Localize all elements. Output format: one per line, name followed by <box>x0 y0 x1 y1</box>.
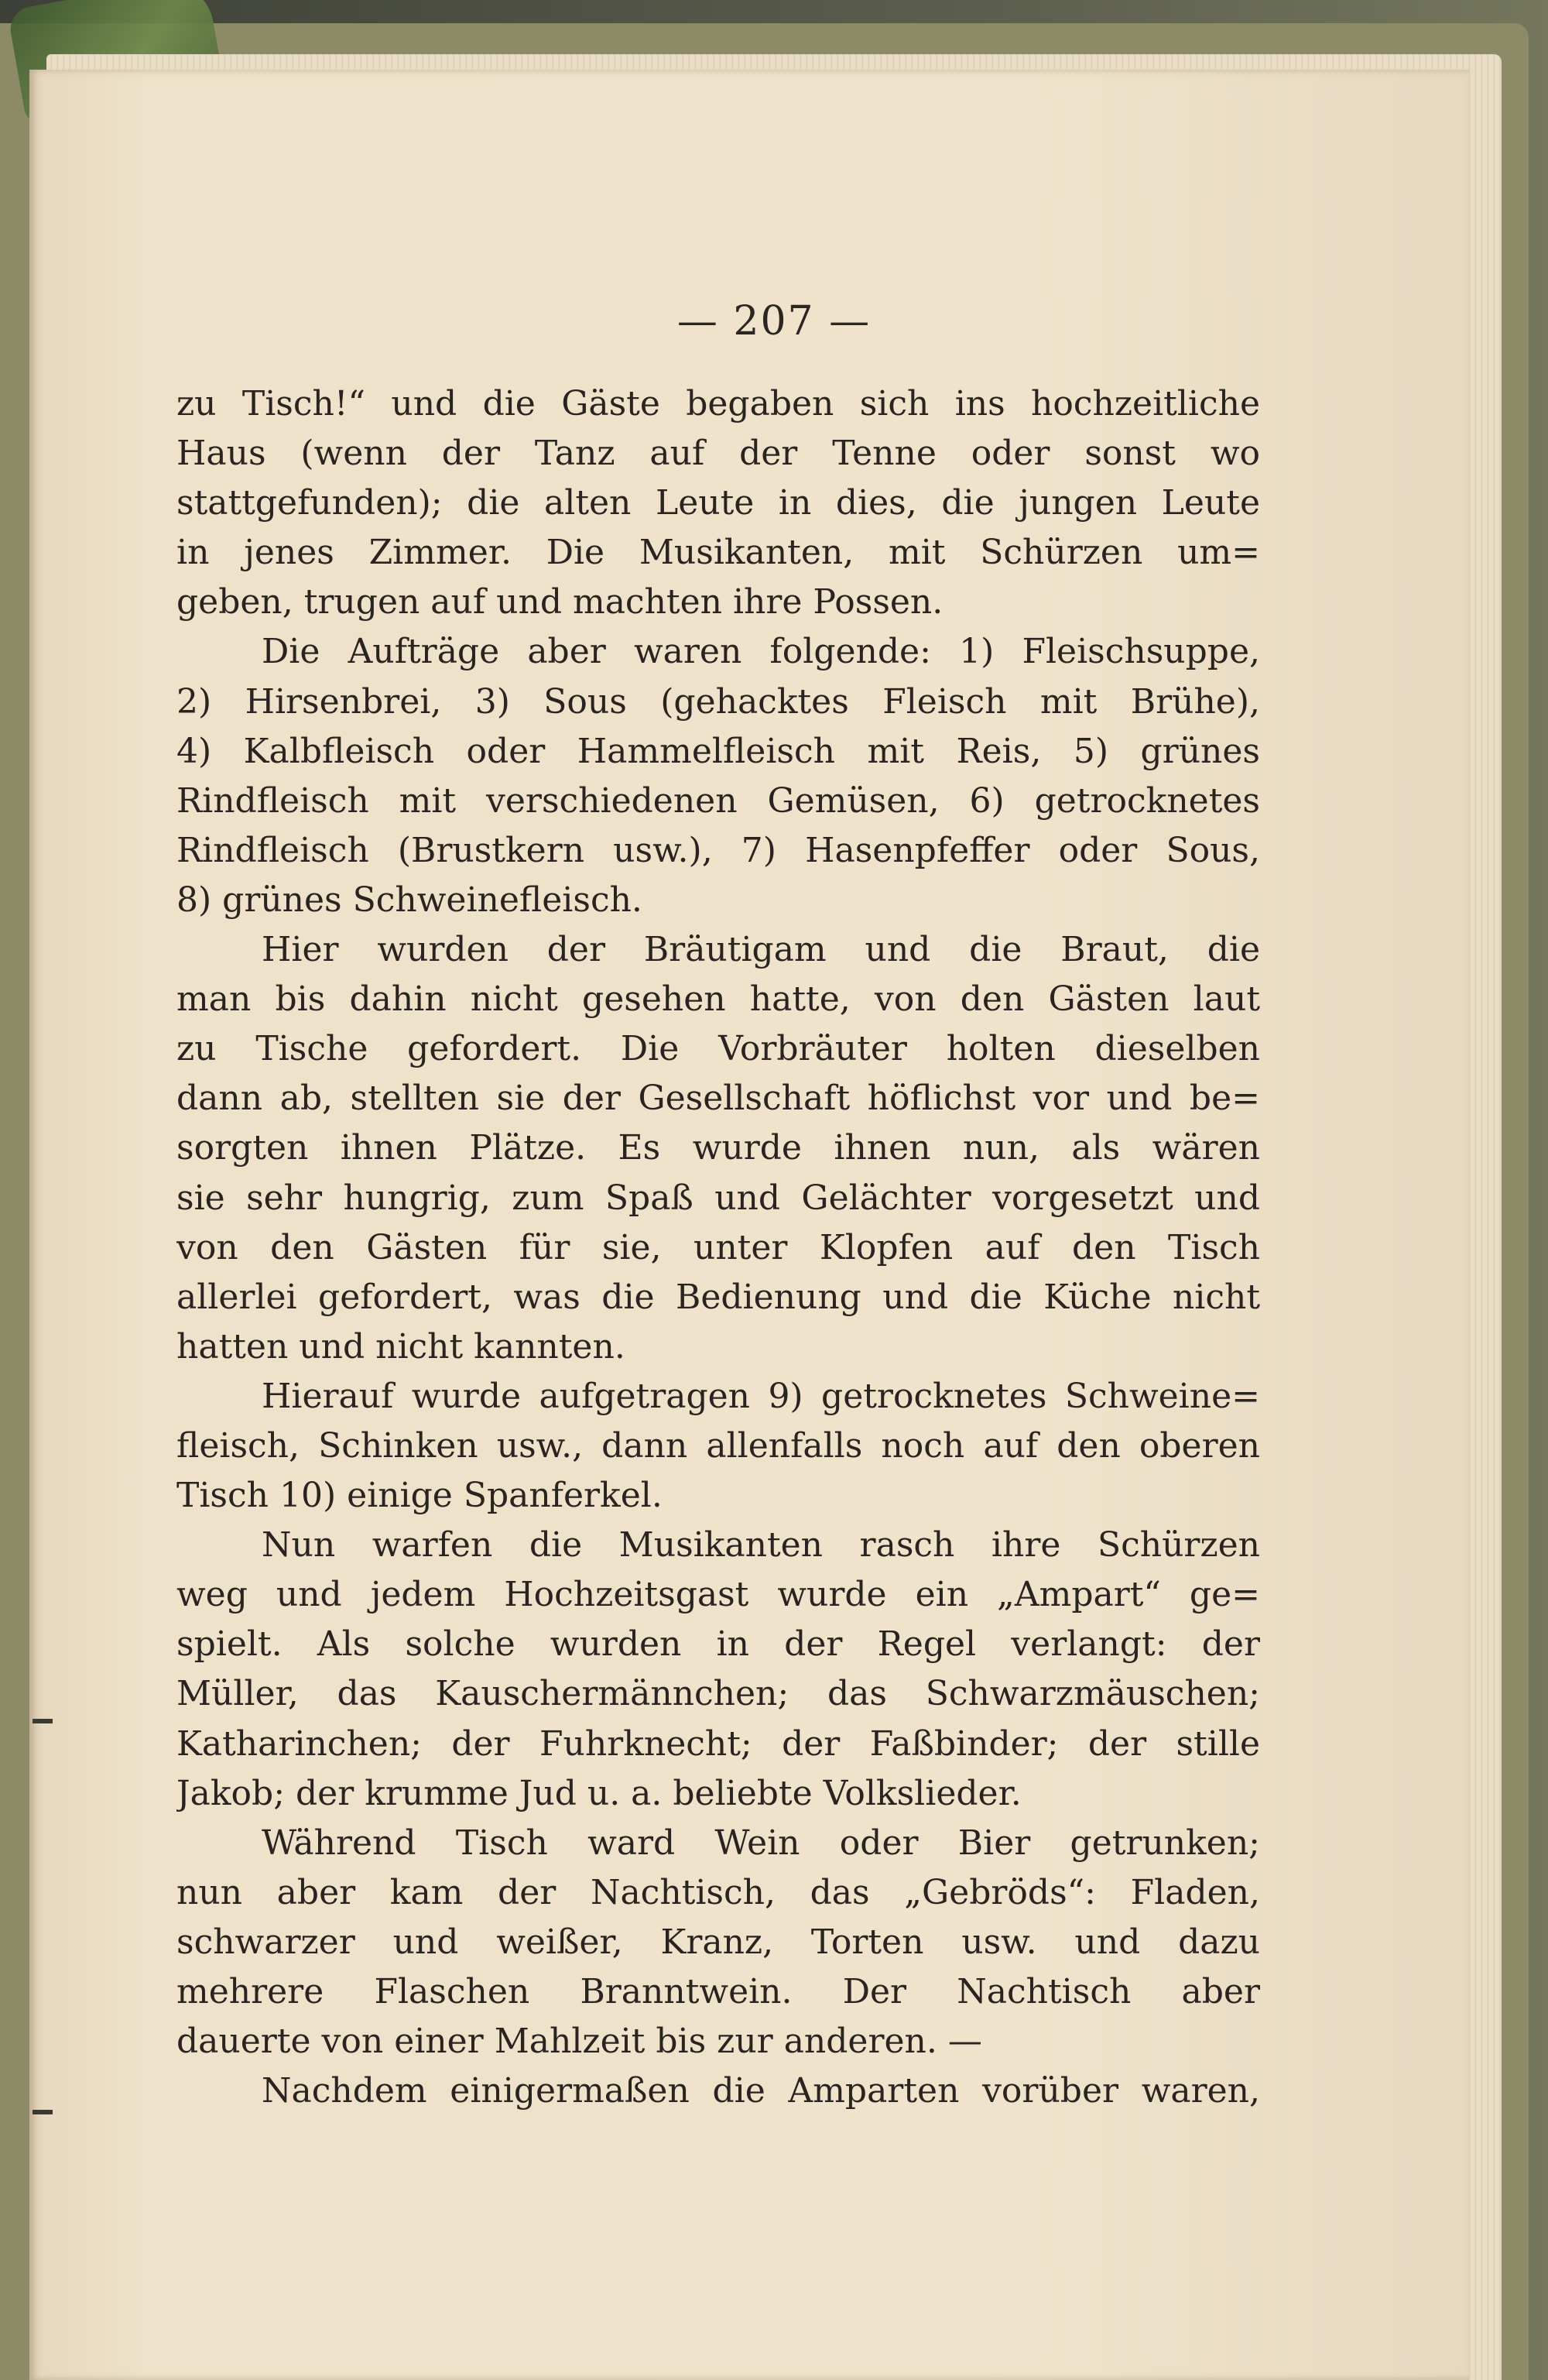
text-line: nun aber kam der Nachtisch, das „Gebröds“: Fladen, <box>176 1872 1260 1912</box>
text-line: Rindfleisch (Brustkern usw.), 7) Hasenpfeffer oder Sous, <box>176 830 1260 870</box>
text-line: Müller, das Kauschermännchen; das Schwarzmäuschen; <box>176 1674 1260 1714</box>
text-line: Hier wurden der Bräutigam und die Braut, die <box>262 930 1260 970</box>
page-text <box>176 379 1260 2116</box>
text-line: allerlei gefordert, was die Bedienung und die Küche nicht <box>176 1277 1260 1317</box>
text-line: 4) Kalbfleisch oder Hammelfleisch mit Reis, 5) grünes <box>176 731 1260 771</box>
text-line: 2) Hirsenbrei, 3) Sous (gehacktes Fleisch mit Brühe), <box>176 681 1260 722</box>
text-line: stattgefunden); die alten Leute in dies, die jungen Leute <box>176 483 1260 523</box>
text-line: Hierauf wurde aufgetragen 9) getrocknetes Schweine= <box>262 1376 1260 1416</box>
text-line: Katharinchen; der Fuhrknecht; der Faßbinder; der stille <box>176 1723 1260 1764</box>
text-line: man bis dahin nicht gesehen hatte, von den Gästen laut <box>176 979 1260 1020</box>
text-line: spielt. Als solche wurden in der Regel verlangt: der <box>176 1624 1260 1665</box>
text-line: Die Aufträge aber waren folgende: 1) Fleischsuppe, <box>262 632 1260 672</box>
text-line: von den Gästen für sie, unter Klopfen auf den Tisch <box>176 1227 1260 1267</box>
text-line: sie sehr hungrig, zum Spaß und Gelächter vorgesetzt und <box>176 1178 1260 1218</box>
text-line: Nachdem einigermaßen die Amparten vorüber waren, <box>262 2071 1260 2111</box>
text-line: schwarzer und weißer, Kranz, Torten usw. und dazu <box>176 1922 1260 1962</box>
text-line: dann ab, stellten sie der Gesellschaft höflichst vor und be= <box>176 1079 1260 1119</box>
text-line: weg und jedem Hochzeitsgast wurde ein „Ampart“ ge= <box>176 1575 1260 1615</box>
text-line: fleisch, Schinken usw., dann allenfalls noch auf den oberen <box>176 1425 1260 1466</box>
text-line: Jakob; der krumme Jud u. a. beliebte Volkslieder. <box>176 1773 1022 1813</box>
page-number: — 207 — <box>676 298 872 345</box>
text-line: hatten und nicht kannten. <box>176 1326 625 1367</box>
text-line: dauerte von einer Mahlzeit bis zur anderen. — <box>176 2022 982 2062</box>
text-line: Rindfleisch mit verschiedenen Gemüsen, 6) getrocknetes <box>176 780 1260 821</box>
text-line: Nun warfen die Musikanten rasch ihre Schürzen <box>262 1525 1260 1566</box>
text-line: zu Tisch!“ und die Gäste begaben sich ins hochzeitliche <box>176 384 1260 424</box>
text-line: Haus (wenn der Tanz auf der Tenne oder sonst wo <box>176 434 1260 474</box>
text-line: geben, trugen auf und machten ihre Possen. <box>176 582 944 622</box>
text-line: 8) grünes Schweinefleisch. <box>176 880 642 920</box>
text-line: Tisch 10) einige Spanferkel. <box>176 1476 663 1516</box>
gutter-mark <box>33 2110 53 2114</box>
gutter-mark <box>33 1719 53 1723</box>
text-line: in jenes Zimmer. Die Musikanten, mit Schürzen um= <box>176 533 1260 573</box>
text-line: zu Tische gefordert. Die Vorbräuter holten dieselben <box>176 1029 1260 1069</box>
text-line: sorgten ihnen Plätze. Es wurde ihnen nun, als wären <box>176 1128 1260 1168</box>
text-line: mehrere Flaschen Branntwein. Der Nachtisch aber <box>176 1972 1260 2011</box>
text-line: Während Tisch ward Wein oder Bier getrunken; <box>262 1823 1260 1863</box>
